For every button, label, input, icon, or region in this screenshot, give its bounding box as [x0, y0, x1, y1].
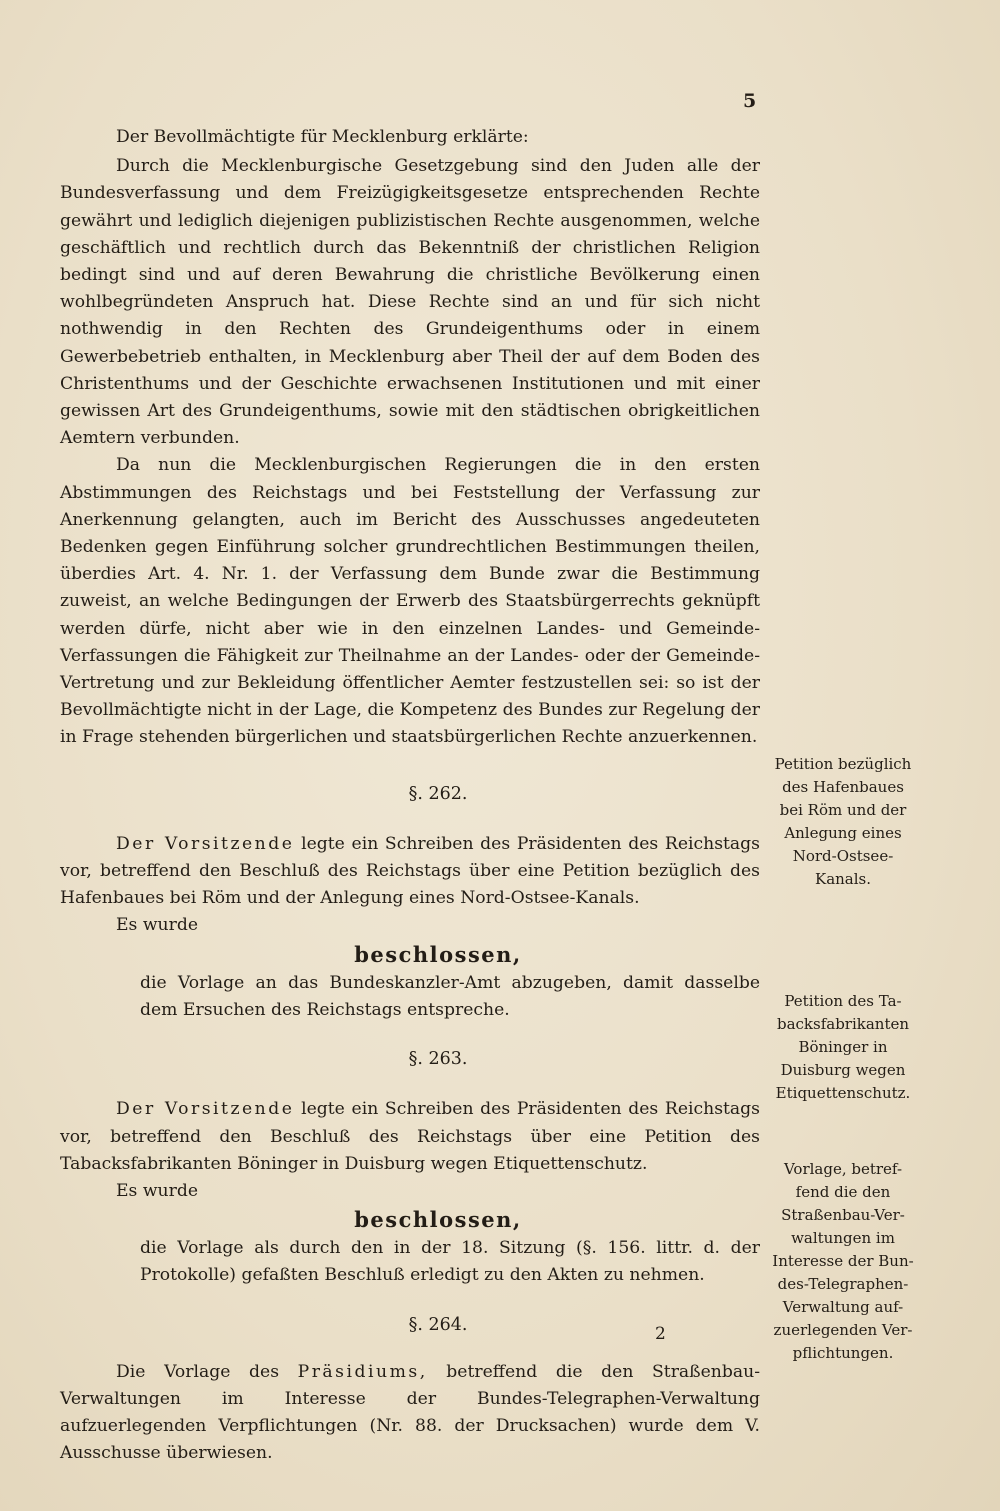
section-262-text: legte ein Schreiben des Präsidenten des Reichstags vor, betreffend den Beschluß des Reichstags über eine Petition bezüglich des Hafenbaues bei Röm und der Anlegung eines Nord-Ostsee-Kanals.	[60, 833, 760, 909]
margin-note-263	[768, 990, 918, 1105]
paragraph-mecklenburg-rights: Durch die Mecklenburgische Gesetzgebung sind den Juden alle der Bundesverfassung und dem Freizügigkeitsgesetze entsprechenden Rechte gewährt und lediglich diejenigen publizistischen Rechte ausgenommen, welche geschäftlich und rechtlich durch das Bekenntniß der christlichen Religion bedingt sind und auf deren Bewahrung die christliche Bevölkerung einen wohlbegründeten Anspruch hat. Diese Rechte sind an und für sich nicht nothwendig in den Rechten des Grundeigenthums oder in einem Gewerbebetrieb enthalten, in Mecklenburg aber Theil der auf dem Boden des Christenthums und der Geschichte erwachsenen Institutionen und mit einer gewissen Art des Grundeigenthums, sowie mit den städtischen obrigkeitlichen Aemtern verbunden.	[60, 156, 760, 449]
margin-note-line: waltungen im	[791, 1229, 895, 1247]
section-264-speaker: Präsidiums,	[297, 1361, 428, 1382]
paragraph-competence: Da nun die Mecklenburgischen Regierungen die in den ersten Abstimmungen des Reichstags und bei Feststellung der Verfassung zur Anerkennung gelangten, auch im Bericht des Ausschusses angedeuteten Bedenken gegen Einführung solcher grundrechtlichen Bestimmungen theilen, überdies Art. 4. Nr. 1. der Verfassung dem Bunde zwar die Bestimmung zuweist, an welche Bedingungen der Erwerb des Staatsbürgerrechts geknüpft werden dürfe, nicht aber wie in den einzelnen Landes- und Gemeinde-Verfassungen die Fähigkeit zur Theilnahme an der Landes- oder der Gemeinde-Vertretung und zur Bekleidung öffentlicher Aemter festzustellen sei: so ist der Bevollmächtigte nicht in der Lage, die Kompetenz des Bundes zur Regelung der in Frage stehenden bürgerlichen und staatsbürgerlichen Rechte anzuerkennen.	[60, 455, 760, 748]
sheet-signature-mark: 2	[655, 1324, 666, 1344]
section-263-text: legte ein Schreiben des Präsidenten des Reichstags vor, betreffend den Beschluß des Reichstags über eine Petition des Tabacksfabrikanten Böninger in Duisburg wegen Etiquettenschutz.	[60, 1099, 760, 1174]
margin-note-line: Petition bezüglich	[774, 755, 912, 773]
margin-note-262	[768, 753, 918, 891]
section-264-heading: §. 264.	[408, 1314, 468, 1335]
page-number: 5	[743, 90, 757, 112]
margin-note-line: des-Telegraphen-	[777, 1275, 909, 1293]
margin-note-line: Vorlage, betref-	[783, 1160, 903, 1178]
section-263-speaker: Der Vorsitzende	[116, 1099, 295, 1120]
margin-note-line: Petition des Ta-	[784, 992, 902, 1010]
section-262-body	[60, 831, 760, 913]
section-264-text: betreffend die den Straßenbau-Verwaltungen im Interesse der Bundes-Telegraphen-Verwaltung aufzuerlegenden Verpflichtungen (Nr. 88. der Drucksachen) wurde dem V. Ausschusse überwiesen.	[60, 1361, 761, 1464]
margin-note-line: Nord-Ostsee-	[792, 847, 894, 865]
margin-note-line: des Hafenbaues	[782, 778, 904, 796]
margin-note-line: bei Röm und der	[779, 801, 907, 819]
intro-line: Der Bevollmächtigte für Mecklenburg erklärte:	[116, 127, 529, 147]
section-263-resolved: beschlossen,	[354, 1207, 522, 1233]
margin-note-line: fend die den	[795, 1183, 891, 1201]
section-263-resolution: die Vorlage als durch den in der 18. Sitzung (§. 156. littr. d. der Protokolle) gefaßten Beschluß erledigt zu den Akten zu nehmen.	[140, 1238, 760, 1286]
margin-note-line: Kanals.	[814, 870, 871, 888]
margin-note-line: zuerlegenden Ver-	[773, 1321, 913, 1339]
margin-note-line: Interesse der Bun-	[772, 1252, 914, 1270]
margin-note-line: Anlegung eines	[784, 824, 902, 842]
section-263-es-wurde: Es wurde	[116, 1180, 199, 1201]
section-264-lead: Die Vorlage des	[116, 1361, 280, 1382]
margin-note-line: backsfabrikanten	[776, 1015, 910, 1033]
main-text-column	[60, 124, 760, 1468]
margin-note-line: Duisburg wegen	[780, 1061, 906, 1079]
margin-note-line: Böninger in	[798, 1038, 888, 1056]
margin-note-line: Verwaltung auf-	[782, 1298, 904, 1316]
section-262-es-wurde: Es wurde	[116, 915, 199, 936]
section-262-resolved: beschlossen,	[354, 941, 522, 967]
margin-note-line: pflichtungen.	[792, 1344, 894, 1362]
section-262-speaker: Der Vorsitzende	[116, 833, 295, 854]
margin-note-line: Etiquettenschutz.	[775, 1084, 911, 1102]
section-263-body	[60, 1096, 760, 1178]
section-264-body	[60, 1359, 760, 1468]
section-263-heading: §. 263.	[408, 1049, 468, 1070]
section-262-resolution: die Vorlage an das Bundeskanzler-Amt abzugeben, damit dasselbe dem Ersuchen des Reichstags entspreche.	[140, 972, 760, 1020]
section-262-heading: §. 262.	[408, 783, 468, 804]
margin-note-line: Straßenbau-Ver-	[781, 1206, 905, 1224]
margin-note-264	[768, 1158, 918, 1365]
